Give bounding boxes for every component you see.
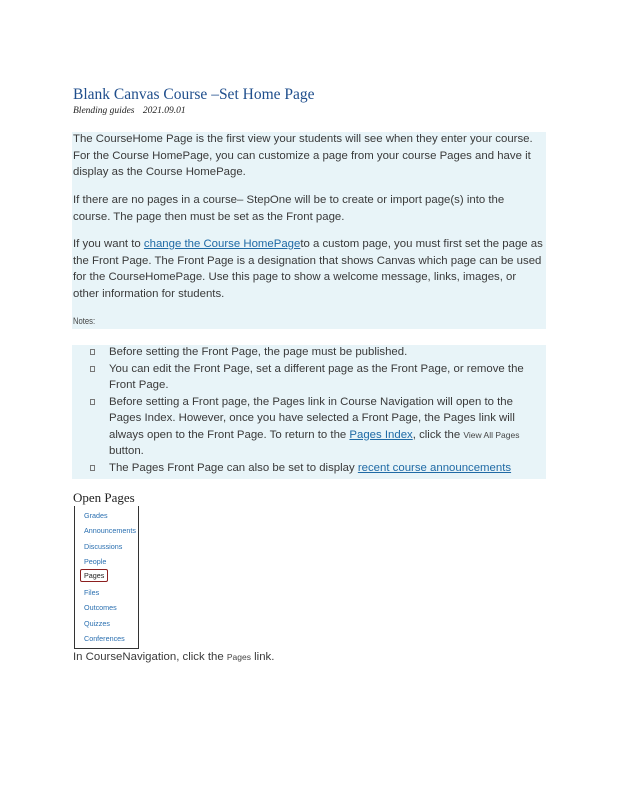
nav-item-announcements[interactable]: Announcements <box>84 526 136 535</box>
document-title: Blank Canvas Course –Set Home Page <box>73 86 315 103</box>
notes-label: Notes: <box>73 316 96 326</box>
bullet-text: Before setting the Front Page, the page must be published. <box>109 346 408 358</box>
bullet-text: Before setting a Front page, the Pages link in Course Navigation will open to the Pages Index. However, once you have selected a Front Page, the Pages link will always open to the Front Page. To return to the <box>109 395 515 441</box>
list-item <box>90 361 542 394</box>
list-item <box>90 460 542 477</box>
subtitle-date: 2021.09.01 <box>142 106 186 116</box>
nav-item-grades[interactable]: Grades <box>84 511 108 520</box>
change-homepage-paragraph <box>73 236 543 302</box>
bullet-icon <box>90 399 95 405</box>
subtitle-org: Blending guides <box>73 106 135 116</box>
course-navigation-screenshot <box>74 506 139 649</box>
caption-before: In CourseNavigation, click the <box>73 651 227 663</box>
list-item <box>90 344 542 361</box>
nav-item-people[interactable]: People <box>84 557 107 566</box>
step-one-paragraph: If there are no pages in a course– StepOne will be to create or import page(s) into the course. The page then must be set as the Front page. <box>73 194 505 223</box>
recent-announcements-link[interactable]: recent course announcements <box>357 461 512 474</box>
change-text-before: If you want to <box>73 238 144 250</box>
bullet-text: You can edit the Front Page, set a different page as the Front Page, or remove the Front Page. <box>109 362 524 391</box>
notes-list <box>90 344 542 476</box>
nav-item-files[interactable]: Files <box>84 588 100 597</box>
open-pages-heading: Open Pages <box>73 490 135 505</box>
intro-paragraph: The CourseHome Page is the first view your students will see when they enter your course. For the Course HomePage, you can customize a page from your course Pages and have it display as the Course HomePage. <box>73 133 533 178</box>
bullet-icon <box>90 349 95 355</box>
nav-item-pages[interactable]: Pages <box>80 569 108 582</box>
caption-pages-label: Pages <box>226 652 251 662</box>
change-homepage-link[interactable]: change the Course HomePage <box>143 238 301 250</box>
bullet-icon <box>90 366 95 372</box>
caption-after: link. <box>250 651 275 663</box>
nav-item-discussions[interactable]: Discussions <box>84 542 123 551</box>
bullet-text-mid: , click the <box>412 428 464 441</box>
bullet-text-end: button. <box>109 445 144 457</box>
bullet-icon <box>90 465 95 471</box>
pages-index-link[interactable]: Pages Index <box>349 428 413 441</box>
document-subtitle <box>73 106 192 116</box>
nav-item-conferences[interactable]: Conferences <box>84 634 125 643</box>
nav-item-quizzes[interactable]: Quizzes <box>84 619 110 628</box>
change-text-after: to a custom page, you must first set the page as the Front Page. The Front Page is a designation that shows Canvas which page can be used for the CourseHomePage. Use this page to show a welcome message, links, images, or other information for students. <box>73 238 543 300</box>
view-all-pages-button-label: View All Pages <box>463 429 520 440</box>
bullet-text: The Pages Front Page can also be set to display <box>109 461 358 474</box>
navigation-caption <box>73 651 274 663</box>
nav-item-outcomes[interactable]: Outcomes <box>84 603 117 612</box>
list-item <box>90 394 542 460</box>
